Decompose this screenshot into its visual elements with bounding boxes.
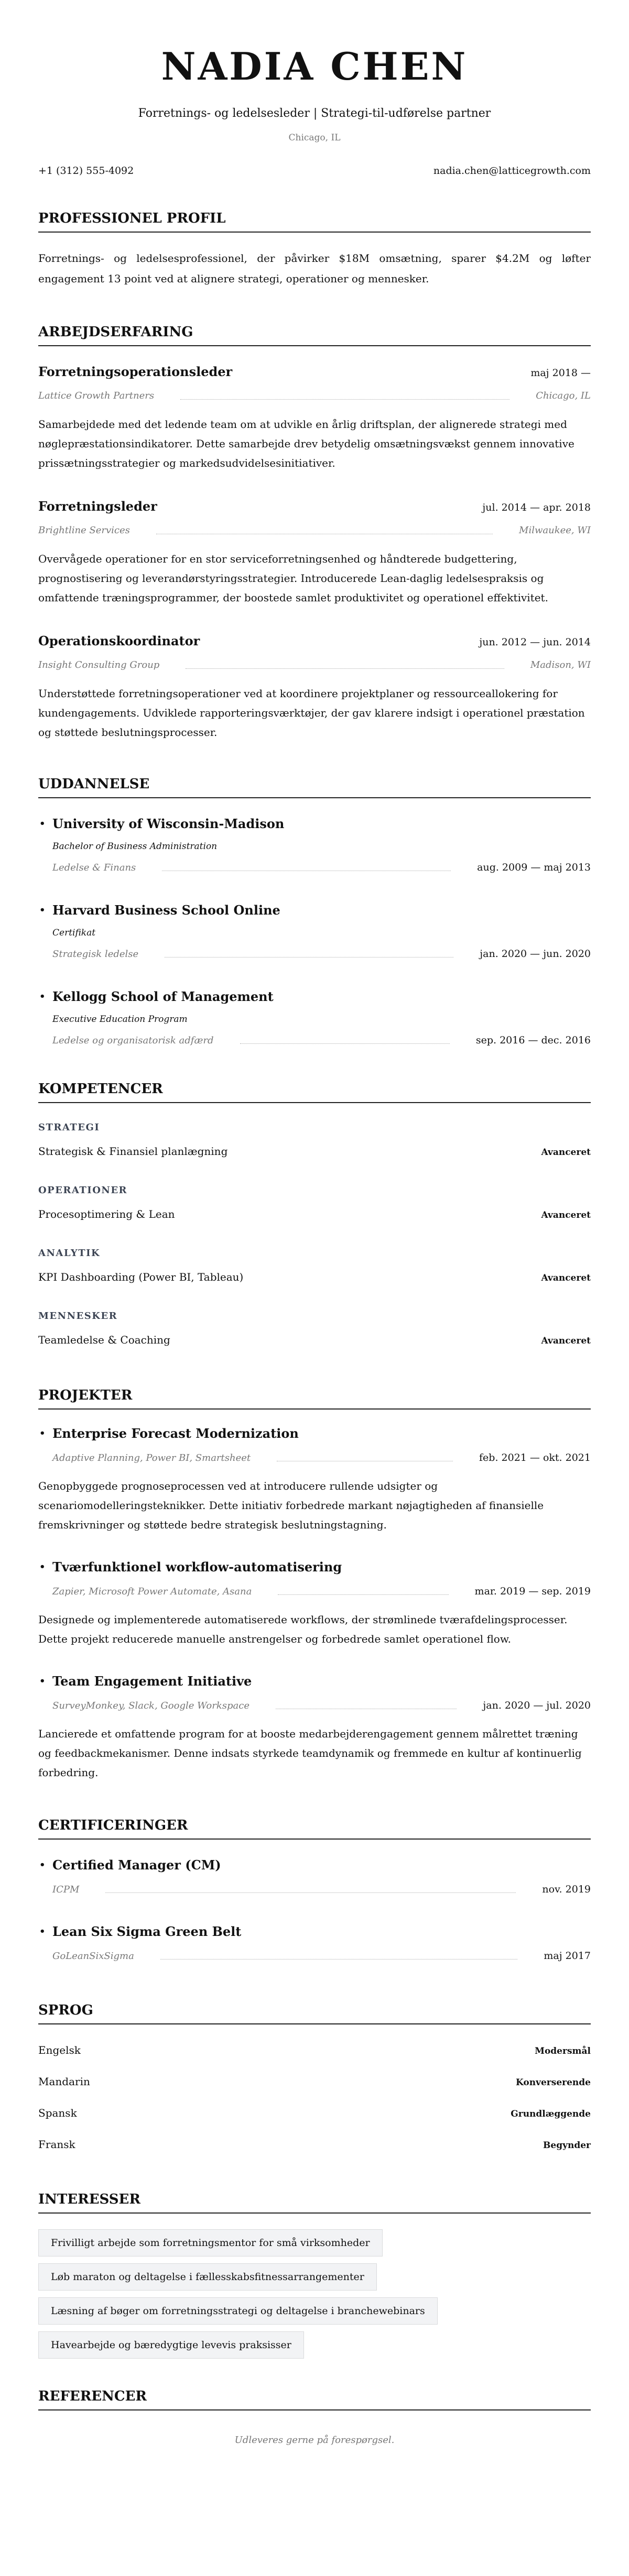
job-meta [38,524,591,537]
profile-section [38,210,591,289]
job-entry [38,633,591,742]
field-of-study: Strategisk ledelse [52,949,139,960]
section-heading: PROFESSIONEL PROFIL [38,210,591,233]
job-title: Operationskoordinator [38,633,200,648]
project-dates: mar. 2019 — sep. 2019 [474,1586,591,1597]
education-entry [38,816,591,874]
certification-issuer: GoLeanSixSigma [52,1951,134,1962]
job-header [38,499,591,515]
skill-level: Avanceret [541,1147,591,1158]
project-title: Tværfunktionel workflow-automatisering [52,1559,342,1575]
language-name: Engelsk [38,2044,81,2056]
dotted-leader [240,1043,450,1044]
bullet-icon: • [39,1676,46,1687]
language-name: Spansk [38,2107,77,2119]
language-level: Grundlæggende [511,2109,591,2119]
language-row [38,2043,591,2058]
certifications-section [38,1817,591,1963]
section-heading: KOMPETENCER [38,1081,591,1103]
language-name: Fransk [38,2138,75,2151]
project-entry [38,1559,591,1649]
bullet-icon: • [39,905,46,916]
bullet-icon: • [39,991,46,1002]
language-row [38,2106,591,2121]
language-level: Konverserende [516,2077,591,2088]
interest-chip: Havearbejde og bæredygtige levevis praksisser [38,2331,304,2359]
certification-name: Lean Six Sigma Green Belt [52,1924,242,1939]
project-meta [52,1585,591,1598]
company-name: Insight Consulting Group [38,659,160,670]
degree: Certifikat [52,928,96,938]
education-meta [52,1034,591,1047]
education-dates: sep. 2016 — dec. 2016 [475,1034,591,1046]
email-address[interactable]: nadia.chen@latticegrowth.com [433,165,591,177]
education-section [38,776,591,1047]
job-dates: maj 2018 — [530,367,591,379]
project-title: Team Engagement Initiative [52,1674,252,1689]
certification-issuer: ICPM [52,1884,80,1895]
interest-chip: Frivilligt arbejde som forretningsmentor for små virksomheder [38,2229,383,2256]
skill-level: Avanceret [541,1336,591,1346]
job-entry [38,364,591,473]
references-text: Udleveres gerne på forespørgsel. [234,2435,395,2446]
company-name: Brightline Services [38,525,130,536]
project-meta [52,1699,591,1712]
section-heading: CERTIFICERINGER [38,1817,591,1840]
dotted-leader [180,399,509,400]
interest-chip: Løb maraton og deltagelse i fællesskabsfitnessarrangementer [38,2263,377,2291]
certification-name: Certified Manager (CM) [52,1857,221,1873]
language-level: Begynder [543,2140,591,2151]
section-heading: UDDANNELSE [38,776,591,798]
skill-row [38,1144,591,1159]
references-section [38,2388,591,2447]
field-of-study: Ledelse & Finans [52,862,136,873]
project-tech: Zapier, Microsoft Power Automate, Asana [52,1586,252,1597]
job-description: Understøttede forretningsoperationer ved at koordinere projektplaner og ressourceallokering for kundengagements. Udviklede rapporteringsværktøjer, der gav klarere indsigt i operationel præstation og støttede beslutningsprocesser. [38,687,585,739]
education-dates: jan. 2020 — jun. 2020 [480,948,591,960]
certification-entry [38,1857,591,1896]
skill-category: MENNESKER [38,1311,118,1322]
education-meta [52,948,591,961]
language-level: Modersmål [535,2046,591,2056]
skill-name: Teamledelse & Coaching [38,1334,170,1346]
education-meta [52,861,591,874]
contact-row [38,164,591,178]
interest-chip: Læsning af bøger om forretningsstrategi og deltagelse i branchewebinars [38,2297,438,2325]
language-name: Mandarin [38,2075,90,2088]
skill-name: KPI Dashboarding (Power BI, Tableau) [38,1271,244,1283]
section-heading: SPROG [38,2002,591,2024]
projects-section [38,1387,591,1782]
school-name: Kellogg School of Management [52,989,274,1004]
skill-category: STRATEGI [38,1122,100,1133]
skill-level: Avanceret [541,1273,591,1283]
dotted-leader [105,1892,516,1893]
school-name: University of Wisconsin-Madison [52,816,285,831]
experience-section [38,324,591,742]
bullet-icon: • [39,1859,46,1870]
section-heading: INTERESSER [38,2191,591,2214]
skills-section [38,1081,591,1348]
job-title: Forretningsleder [38,499,157,514]
bullet-icon: • [39,1561,46,1572]
project-tech: SurveyMonkey, Slack, Google Workspace [52,1700,250,1711]
project-description: Designede og implementerede automatiserede workflows, der strømlinede tværafdelingsprocesser. Dette projekt reducerede manuelle anstrengelser og forbedrede samlet operationel flow. [38,1613,568,1645]
project-meta [52,1451,591,1465]
resume-header [38,44,591,178]
school-name: Harvard Business School Online [52,902,280,918]
certification-date: maj 2017 [544,1950,591,1962]
bullet-icon: • [39,818,46,829]
job-location: Madison, WI [530,659,591,670]
candidate-title: Forretnings- og ledelsesleder | Strategi-til-udførelse partner [138,107,491,120]
languages-section [38,2002,591,2152]
job-description: Overvågede operationer for en stor serviceforretningsenhed og håndterede budgettering, prognostisering og leverandørstyringsstrategier. Introducerede Lean-daglig ledelsespraksis og omfattende træningsprogrammer, der boostede samlet produktivitet og operationel effektivitet. [38,553,548,604]
bullet-icon: • [39,1926,46,1937]
phone-number: +1 (312) 555-4092 [38,165,134,177]
degree: Bachelor of Business Administration [52,841,218,852]
skill-row [38,1207,591,1222]
language-row [38,2138,591,2152]
job-meta [38,389,591,403]
project-entry [38,1426,591,1535]
dotted-leader [186,668,504,669]
skill-level: Avanceret [541,1210,591,1220]
certification-date: nov. 2019 [542,1884,591,1895]
interests-section [38,2191,591,2359]
project-dates: jan. 2020 — jul. 2020 [483,1700,591,1711]
job-location: Milwaukee, WI [519,525,591,536]
job-title: Forretningsoperationsleder [38,364,233,379]
job-location: Chicago, IL [536,390,591,401]
certification-meta [52,1883,591,1896]
skill-row [38,1270,591,1285]
skill-category: OPERATIONER [38,1185,128,1196]
job-meta [38,658,591,672]
section-heading: PROJEKTER [38,1387,591,1410]
project-tech: Adaptive Planning, Power BI, Smartsheet [52,1452,251,1463]
education-entry [38,989,591,1047]
candidate-location: Chicago, IL [288,133,341,143]
job-header [38,633,591,650]
project-description: Lancierede et omfattende program for at booste medarbejderengagement gennem målrettet træning og feedbackmekanismer. Denne indsats styrkede teamdynamik og fremmede en kultur af kontinuerlig forbedring. [38,1727,582,1779]
certification-meta [52,1950,591,1963]
education-dates: aug. 2009 — maj 2013 [477,862,591,873]
project-entry [38,1674,591,1782]
job-dates: jun. 2012 — jun. 2014 [479,636,591,648]
certification-entry [38,1924,591,1963]
skill-name: Strategisk & Finansiel planlægning [38,1145,228,1158]
project-title: Enterprise Forecast Modernization [52,1426,299,1441]
skill-category: ANALYTIK [38,1248,101,1259]
skill-row [38,1333,591,1348]
skill-name: Procesoptimering & Lean [38,1208,175,1220]
job-dates: jul. 2014 — apr. 2018 [482,502,591,513]
language-row [38,2075,591,2089]
section-heading: ARBEJDSERFARING [38,324,591,346]
company-name: Lattice Growth Partners [38,390,155,401]
education-entry [38,902,591,961]
bullet-icon: • [39,1428,46,1439]
job-description: Samarbejdede med det ledende team om at udvikle en årlig driftsplan, der alignerede strategi med nøglepræstationsindikatorer. Dette samarbejde drev betydelig omsætningsvækst gennem innovative prissætningsstrategier og markedsudvidelsesinitiativer. [38,418,574,469]
field-of-study: Ledelse og organisatorisk adfærd [52,1035,214,1046]
profile-text: Forretnings- og ledelsesprofessionel, der påvirker $18M omsætning, sparer $4.2M og løfter engagement 13 point ved at alignere strategi, operationer og mennesker. [38,252,591,285]
candidate-name: NADIA CHEN [161,44,468,89]
degree: Executive Education Program [52,1014,188,1025]
project-description: Genopbyggede prognoseprocessen ved at introducere rullende udsigter og scenariomodelleringsteknikker. Dette initiativ forbedrede markant nøjagtigheden af finansielle fremskrivninger og støttede bedre strategisk beslutningstagning. [38,1480,544,1531]
dotted-leader [278,1594,448,1595]
job-header [38,364,591,381]
job-entry [38,499,591,608]
section-heading: REFERENCER [38,2388,591,2410]
project-dates: feb. 2021 — okt. 2021 [479,1452,591,1463]
